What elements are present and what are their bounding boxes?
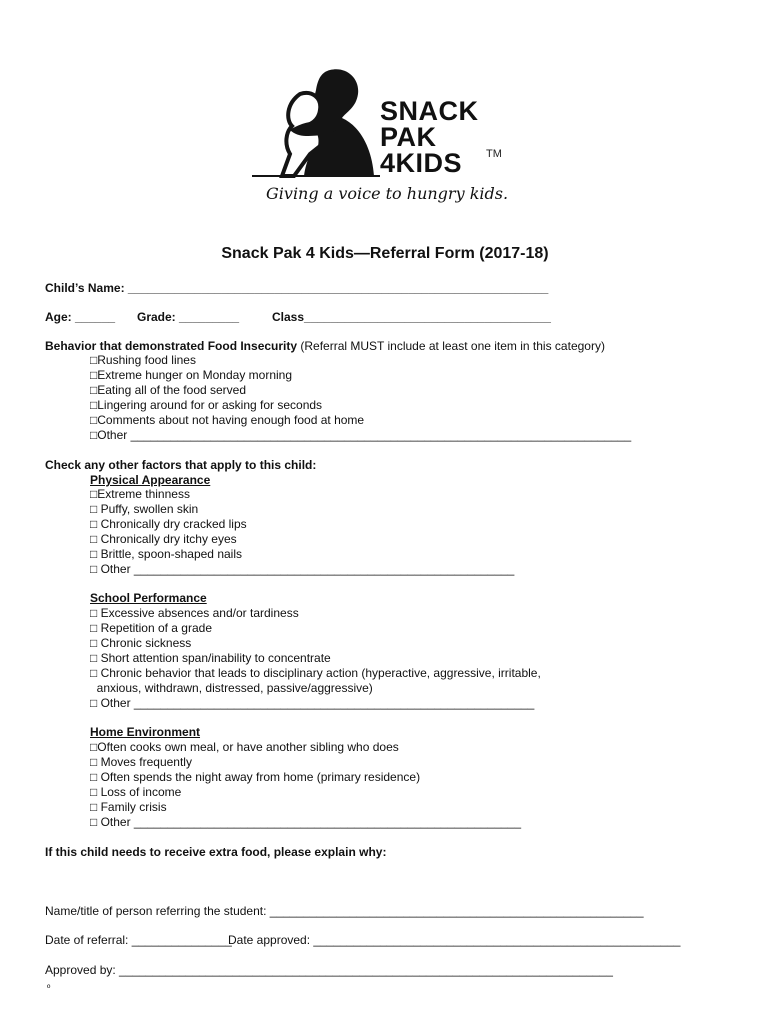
home-item-moves[interactable]: □ Moves frequently <box>90 755 192 769</box>
home-item-away[interactable]: □ Often spends the night away from home (primary residence) <box>90 770 421 784</box>
behavior-item-rushing[interactable]: □Rushing food lines <box>90 353 196 367</box>
home-heading: Home Environment <box>90 725 201 739</box>
behavior-item-eating-all[interactable]: □Eating all of the food served <box>90 383 247 397</box>
behavior-item-other[interactable]: □Other ___________________________________________________________________________ <box>90 428 632 442</box>
physical-item-dry-eyes[interactable]: □ Chronically dry itchy eyes <box>90 532 237 546</box>
trademark: TM <box>486 148 502 160</box>
extra-food-prompt: If this child needs to receive extra food, please explain why: <box>45 845 387 859</box>
age-field[interactable]: Age: ______ <box>45 310 116 324</box>
behavior-item-seconds[interactable]: □Lingering around for or asking for seconds <box>90 398 323 412</box>
school-item-attention[interactable]: □ Short attention span/inability to concentrate <box>90 651 331 665</box>
home-item-other[interactable]: □ Other __________________________________________________________ <box>90 815 522 829</box>
school-item-behavior[interactable]: □ Chronic behavior that leads to disciplinary action (hyperactive, aggressive, irritable, <box>90 666 541 680</box>
physical-item-dry-lips[interactable]: □ Chronically dry cracked lips <box>90 517 247 531</box>
class-field[interactable]: Class_____________________________________ <box>272 310 551 324</box>
home-item-cooks[interactable]: □Often cooks own meal, or have another sibling who does <box>90 740 399 754</box>
physical-item-other[interactable]: □ Other _________________________________________________________ <box>90 562 515 576</box>
logo-text-4kids: 4KIDS <box>380 148 463 178</box>
logo-tagline: Giving a voice to hungry kids. <box>266 184 509 203</box>
form-title: Snack Pak 4 Kids—Referral Form (2017-18) <box>221 245 549 262</box>
behavior-heading-row <box>45 339 605 353</box>
physical-item-thinness[interactable]: □Extreme thinness <box>90 487 190 501</box>
home-item-income[interactable]: □ Loss of income <box>90 785 182 799</box>
behavior-item-monday-hunger[interactable]: □Extreme hunger on Monday morning <box>90 368 293 382</box>
date-of-referral-field[interactable]: Date of referral: _______________ <box>45 933 232 947</box>
physical-item-puffy-skin[interactable]: □ Puffy, swollen skin <box>90 502 199 516</box>
school-item-other[interactable]: □ Other ____________________________________________________________ <box>90 696 535 710</box>
home-item-crisis[interactable]: □ Family crisis <box>90 800 167 814</box>
approved-by-field[interactable]: Approved by: __________________________________________________________________________ <box>45 963 613 977</box>
date-approved-field[interactable]: Date approved: _______________________________________________________ <box>228 933 681 947</box>
school-item-behavior-cont: anxious, withdrawn, distressed, passive/aggressive) <box>90 681 373 695</box>
referrer-field[interactable]: Name/title of person referring the student: ________________________________________________________ <box>45 904 644 918</box>
logo-text-snack: SNACK <box>380 96 479 126</box>
physical-item-brittle-nails[interactable]: □ Brittle, spoon-shaped nails <box>90 547 242 561</box>
child-name-field[interactable]: Child’s Name: _______________________________________________________________ <box>45 281 549 295</box>
other-factors-heading: Check any other factors that apply to this child: <box>45 458 317 472</box>
child-silhouette-icon <box>250 64 380 180</box>
footer-mark: º <box>47 983 51 993</box>
behavior-item-comments[interactable]: □Comments about not having enough food at home <box>90 413 365 427</box>
school-item-sickness[interactable]: □ Chronic sickness <box>90 636 192 650</box>
school-heading: School Performance <box>90 591 207 605</box>
grade-field[interactable]: Grade: _________ <box>137 310 240 324</box>
physical-heading: Physical Appearance <box>90 473 211 487</box>
behavior-note: (Referral MUST include at least one item in this category) <box>297 339 605 353</box>
logo-text-pak: PAK <box>380 122 437 152</box>
behavior-heading: Behavior that demonstrated Food Insecurity <box>45 339 298 353</box>
school-item-absences[interactable]: □ Excessive absences and/or tardiness <box>90 606 299 620</box>
school-item-repetition[interactable]: □ Repetition of a grade <box>90 621 212 635</box>
